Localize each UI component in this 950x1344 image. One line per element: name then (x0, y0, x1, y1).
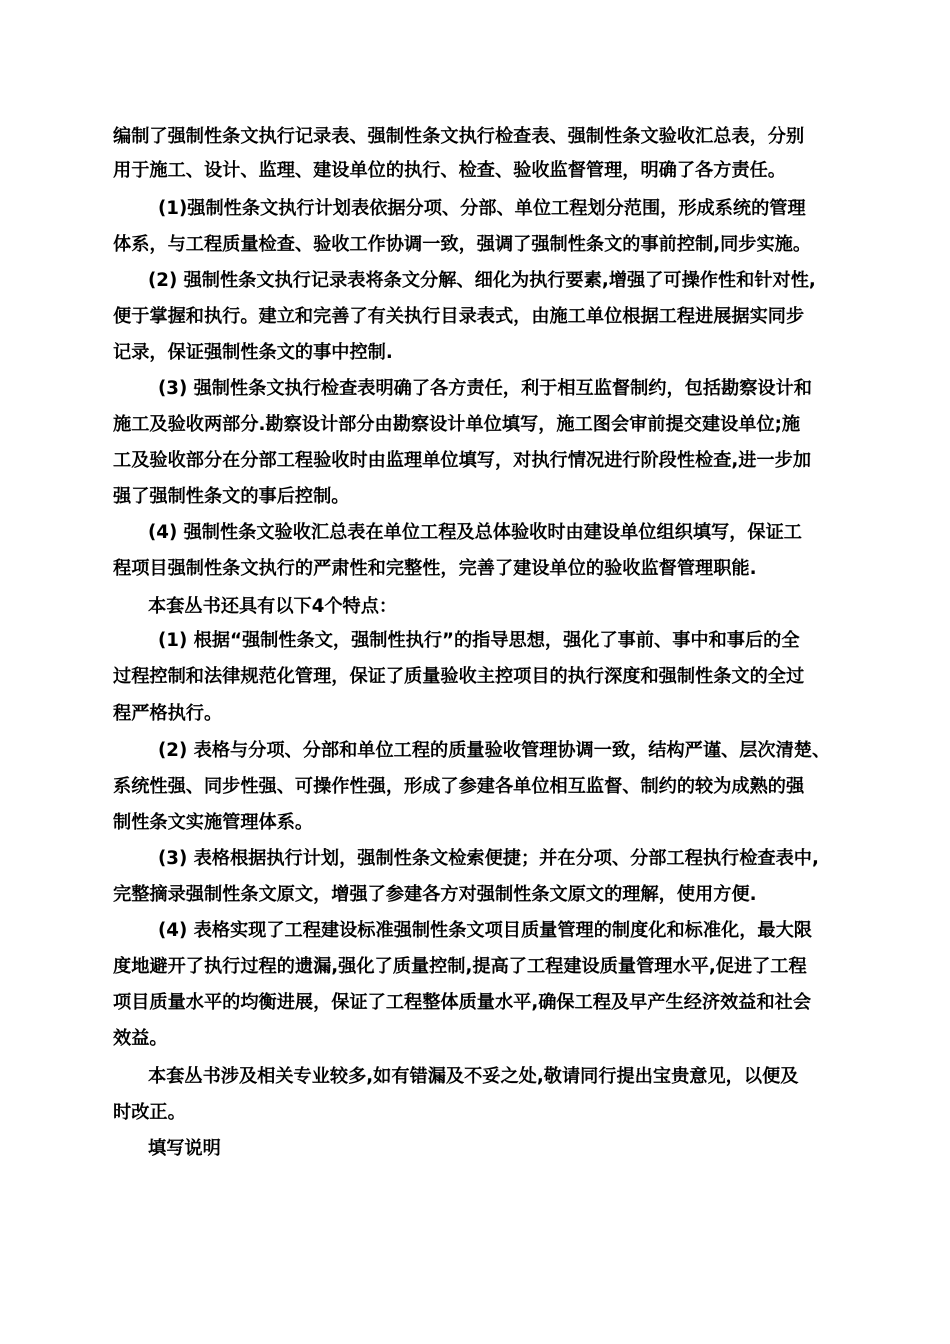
text-line: 强了强制性条文的事后控制。 (113, 486, 350, 507)
text-line: 用于施工、设计、监理、建设单位的执行、检查、验收监督管理，明确了各方责任。 (113, 160, 786, 181)
text-line: (2) 表格与分项、分部和单位工程的质量验收管理协调一致，结构严谨、层次清楚、 (158, 740, 831, 761)
text-line: 本套丛书涉及相关专业较多,如有错漏及不妥之处,敬请同行提出宝贵意见，以便及 (148, 1066, 799, 1087)
text-line: 系统性强、同步性强、可操作性强，形成了参建各单位相互监督、制约的较为成熟的强 (113, 776, 805, 797)
text-line: 本套丛书还具有以下4个特点： (148, 596, 398, 617)
text-line: 过程控制和法律规范化管理，保证了质量验收主控项目的执行深度和强制性条文的全过 (113, 666, 805, 687)
text-line: (1)强制性条文执行计划表依据分项、分部、单位工程划分范围，形成系统的管理 (158, 198, 806, 219)
text-line: 完整摘录强制性条文原文，增强了参建各方对强制性条文原文的理解，使用方便. (113, 884, 757, 905)
section-heading: 填写说明 (148, 1138, 221, 1159)
text-line: 便于掌握和执行。建立和完善了有关执行目录表式，由施工单位根据工程进展据实同步 (113, 306, 805, 327)
text-line: 工及验收部分在分部工程验收时由监理单位填写，对执行情况进行阶段性检查,进一步加 (113, 450, 812, 471)
text-line: (2) 强制性条文执行记录表将条文分解、细化为执行要素,增强了可操作性和针对性, (148, 270, 816, 291)
text-line: (4) 表格实现了工程建设标准强制性条文项目质量管理的制度化和标准化，最大限 (158, 920, 812, 941)
text-line: 编制了强制性条文执行记录表、强制性条文执行检查表、强制性条文验收汇总表，分别 (113, 126, 805, 147)
text-line: 程严格执行。 (113, 703, 223, 724)
text-line: (4) 强制性条文验收汇总表在单位工程及总体验收时由建设单位组织填写，保证工 (148, 522, 802, 543)
text-line: 记录，保证强制性条文的事中控制. (113, 342, 393, 363)
text-line: 项目质量水平的均衡进展，保证了工程整体质量水平,确保工程及早产生经济效益和社会 (113, 992, 812, 1013)
text-line: 程项目强制性条文执行的严肃性和完整性，完善了建设单位的验收监督管理职能. (113, 558, 757, 579)
text-line: 体系，与工程质量检查、验收工作协调一致，强调了强制性条文的事前控制,同步实施。 (113, 234, 812, 255)
text-line: (3) 强制性条文执行检查表明确了各方责任，利于相互监督制约，包括勘察设计和 (158, 378, 812, 399)
text-line: (1) 根据“强制性条文，强制性执行”的指导思想，强化了事前、事中和事后的全 (158, 630, 800, 651)
text-line: 时改正。 (113, 1102, 186, 1123)
text-line: 效益。 (113, 1028, 168, 1049)
text-line: 施工及验收两部分.勘察设计部分由勘察设计单位填写，施工图会审前提交建设单位;施 (113, 414, 801, 435)
text-line: 制性条文实施管理体系。 (113, 812, 314, 833)
text-line: 度地避开了执行过程的遗漏,强化了质量控制,提高了工程建设质量管理水平,促进了工程 (113, 956, 807, 977)
text-line: (3) 表格根据执行计划，强制性条文检索便捷；并在分项、分部工程执行检查表中, (158, 848, 819, 869)
